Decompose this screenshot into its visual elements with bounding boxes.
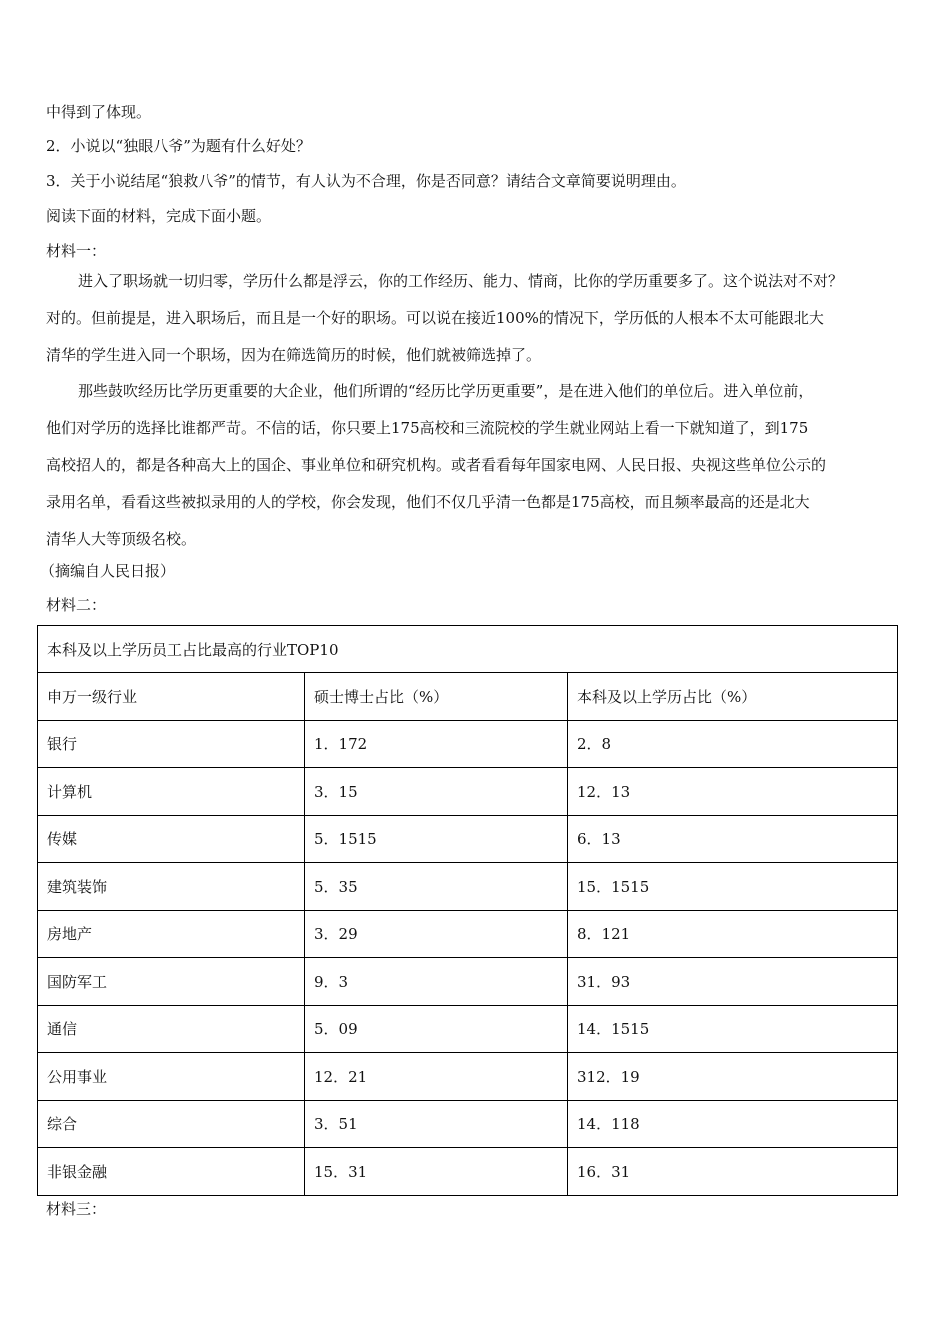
bachelor-plus-cell: 14．1515: [568, 1005, 898, 1053]
column-header: 本科及以上学历占比（%）: [568, 673, 898, 721]
master-phd-cell: 3．29: [305, 910, 568, 958]
reading-instruction: 阅读下面的材料，完成下面小题。: [46, 207, 272, 225]
bachelor-plus-cell: 15．1515: [568, 863, 898, 911]
table-row: [38, 958, 898, 1006]
bachelor-plus-cell: 16．31: [568, 1148, 898, 1196]
bachelor-plus-cell: 6．13: [568, 815, 898, 863]
table-row: [38, 768, 898, 816]
industry-cell: 传媒: [38, 815, 305, 863]
industry-cell: 银行: [38, 720, 305, 768]
master-phd-cell: 3．51: [305, 1100, 568, 1148]
paragraph-line: 他们对学历的选择比谁都严苛。不信的话，你只要上175高校和三流院校的学生就业网站上看一下就知道了，到175: [46, 419, 809, 437]
material-1-paragraph-2: [46, 373, 904, 558]
master-phd-cell: 3．15: [305, 768, 568, 816]
bachelor-plus-cell: 2．8: [568, 720, 898, 768]
education-industry-table: [37, 625, 898, 1196]
table-row: [38, 1053, 898, 1101]
material-1-paragraph-1: [46, 263, 904, 374]
master-phd-cell: 15．31: [305, 1148, 568, 1196]
master-phd-cell: 12．21: [305, 1053, 568, 1101]
table-row: [38, 910, 898, 958]
table-row: [38, 1100, 898, 1148]
paragraph-line: 进入了职场就一切归零，学历什么都是浮云，你的工作经历、能力、情商，比你的学历重要多了。这个说法对不对？: [78, 272, 844, 290]
paragraph-line: 对的。但前提是，进入职场后，而且是一个好的职场。可以说在接近100%的情况下，学历低的人根本不太可能跟北大: [46, 309, 824, 327]
paragraph-line: 清华人大等顶级名校。: [46, 530, 197, 548]
table-caption: 本科及以上学历员工占比最高的行业TOP10: [38, 626, 898, 673]
industry-cell: 通信: [38, 1005, 305, 1053]
table-row: [38, 720, 898, 768]
table-row: [38, 863, 898, 911]
column-header: 硕士博士占比（%）: [305, 673, 568, 721]
bachelor-plus-cell: 8．121: [568, 910, 898, 958]
column-header: 申万一级行业: [38, 673, 305, 721]
industry-cell: 房地产: [38, 910, 305, 958]
industry-cell: 综合: [38, 1100, 305, 1148]
master-phd-cell: 9．3: [305, 958, 568, 1006]
table-row: [38, 815, 898, 863]
table-caption-row: [38, 626, 898, 673]
paragraph-line: 录用名单，看看这些被拟录用的人的学校，你会发现，他们不仅几乎清一色都是175高校，而且频率最高的还是北大: [46, 493, 810, 511]
material-1-source: （摘编自人民日报）: [40, 562, 176, 580]
industry-cell: 建筑装饰: [38, 863, 305, 911]
bachelor-plus-cell: 31．93: [568, 958, 898, 1006]
master-phd-cell: 5．09: [305, 1005, 568, 1053]
paragraph-line: 那些鼓吹经历比学历更重要的大企业，他们所谓的“经历比学历更重要”，是在进入他们的单位后。进入单位前，: [78, 382, 814, 400]
material-3-label: 材料三：: [46, 1200, 107, 1218]
bachelor-plus-cell: 312．19: [568, 1053, 898, 1101]
intro-line-1: 中得到了体现。: [46, 103, 152, 121]
paragraph-line: 清华的学生进入同一个职场，因为在筛选简历的时候，他们就被筛选掉了。: [46, 346, 542, 364]
paragraph-line: 高校招人的，都是各种高大上的国企、事业单位和研究机构。或者看看每年国家电网、人民日报、央视这些单位公示的: [46, 456, 827, 474]
material-1-label: 材料一：: [46, 242, 107, 260]
master-phd-cell: 1．172: [305, 720, 568, 768]
table-header-row: [38, 673, 898, 721]
table-row: [38, 1005, 898, 1053]
table-row: [38, 1148, 898, 1196]
industry-cell: 计算机: [38, 768, 305, 816]
industry-cell: 公用事业: [38, 1053, 305, 1101]
question-3: 3．关于小说结尾“狼救八爷”的情节，有人认为不合理，你是否同意？请结合文章简要说明理由。: [46, 172, 686, 190]
bachelor-plus-cell: 14．118: [568, 1100, 898, 1148]
master-phd-cell: 5．1515: [305, 815, 568, 863]
industry-cell: 非银金融: [38, 1148, 305, 1196]
bachelor-plus-cell: 12．13: [568, 768, 898, 816]
question-2: 2．小说以“独眼八爷”为题有什么好处？: [46, 137, 311, 155]
industry-cell: 国防军工: [38, 958, 305, 1006]
master-phd-cell: 5．35: [305, 863, 568, 911]
material-2-label: 材料二：: [46, 596, 107, 614]
